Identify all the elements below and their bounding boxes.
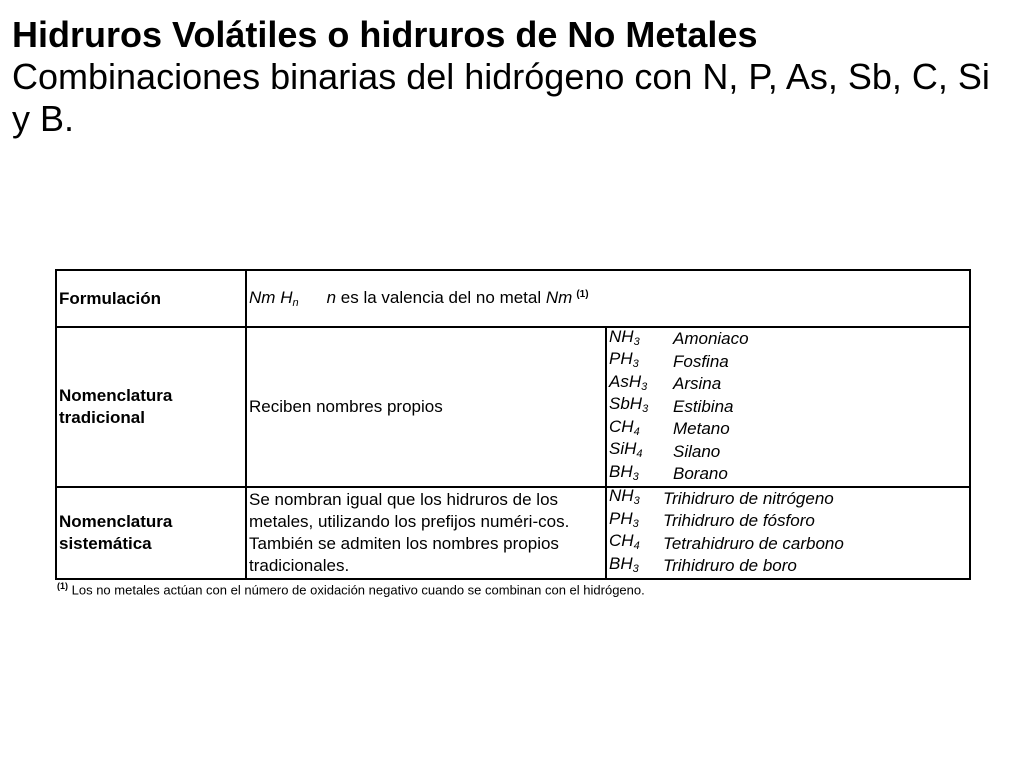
general-formula: Nm $H_n$ bbox=[249, 287, 299, 309]
label-formulacion: Formulación bbox=[56, 270, 246, 327]
page-title: Hidruros Volátiles o hidruros de No Metales bbox=[12, 14, 758, 55]
list-item: $CH_4$ Metano bbox=[609, 416, 730, 439]
title-block bbox=[12, 14, 1012, 140]
page-subtitle: Combinaciones binarias del hidrógeno con N, P, As, Sb, C, Si y B. bbox=[12, 56, 990, 139]
hydride-table-wrapper bbox=[55, 269, 969, 597]
hydride-table bbox=[55, 269, 971, 580]
list-item: $CH_4$ Tetrahidruro de carbono bbox=[609, 531, 844, 553]
list-item: $PH_3$ Fosfina bbox=[609, 349, 729, 371]
row-sistematica bbox=[56, 487, 970, 579]
label-sistematica: Nomenclatura sistemática bbox=[56, 487, 246, 579]
formulacion-cell bbox=[246, 270, 970, 327]
list-item: $NH_3$ Amoniaco bbox=[609, 326, 749, 349]
sistematica-list bbox=[609, 488, 967, 578]
footnote-text: Los no metales actúan con el número de oxidación negativo cuando se combinan con el hidrógeno. bbox=[71, 581, 645, 597]
tradicional-description: Reciben nombres propios bbox=[246, 327, 606, 487]
tradicional-list-cell bbox=[606, 327, 970, 487]
footnote bbox=[57, 581, 969, 597]
sistematica-description: Se nombran igual que los hidruros de los metales, utilizando los prefijos numéri-cos. También se admiten los nombres propios tradicionales. bbox=[246, 487, 606, 579]
tradicional-list bbox=[609, 328, 967, 486]
footnote-marker: (1) bbox=[57, 580, 68, 591]
list-item: SiH$_4$ Silano bbox=[609, 439, 721, 461]
sistematica-list-cell bbox=[606, 487, 970, 579]
label-tradicional: Nomenclatura tradicional bbox=[56, 327, 246, 487]
list-item: $BH_3$ Borano bbox=[609, 461, 728, 484]
row-tradicional bbox=[56, 327, 970, 487]
formula-description: n es la valencia del no metal Nm $^{(1)}$ bbox=[326, 287, 589, 307]
list-item: AsH$_3$ Arsina bbox=[609, 371, 722, 394]
list-item: $BH_3$ Trihidruro de boro bbox=[609, 553, 797, 576]
row-formulacion bbox=[56, 270, 970, 327]
footnote-ref: (1) bbox=[576, 288, 589, 300]
list-item: $NH_3$ Trihidruro de nitrógeno bbox=[609, 486, 834, 508]
list-item: $PH_3$ Trihidruro de fósforo bbox=[609, 508, 815, 531]
list-item: SbH$_3$ Estibina bbox=[609, 394, 734, 416]
